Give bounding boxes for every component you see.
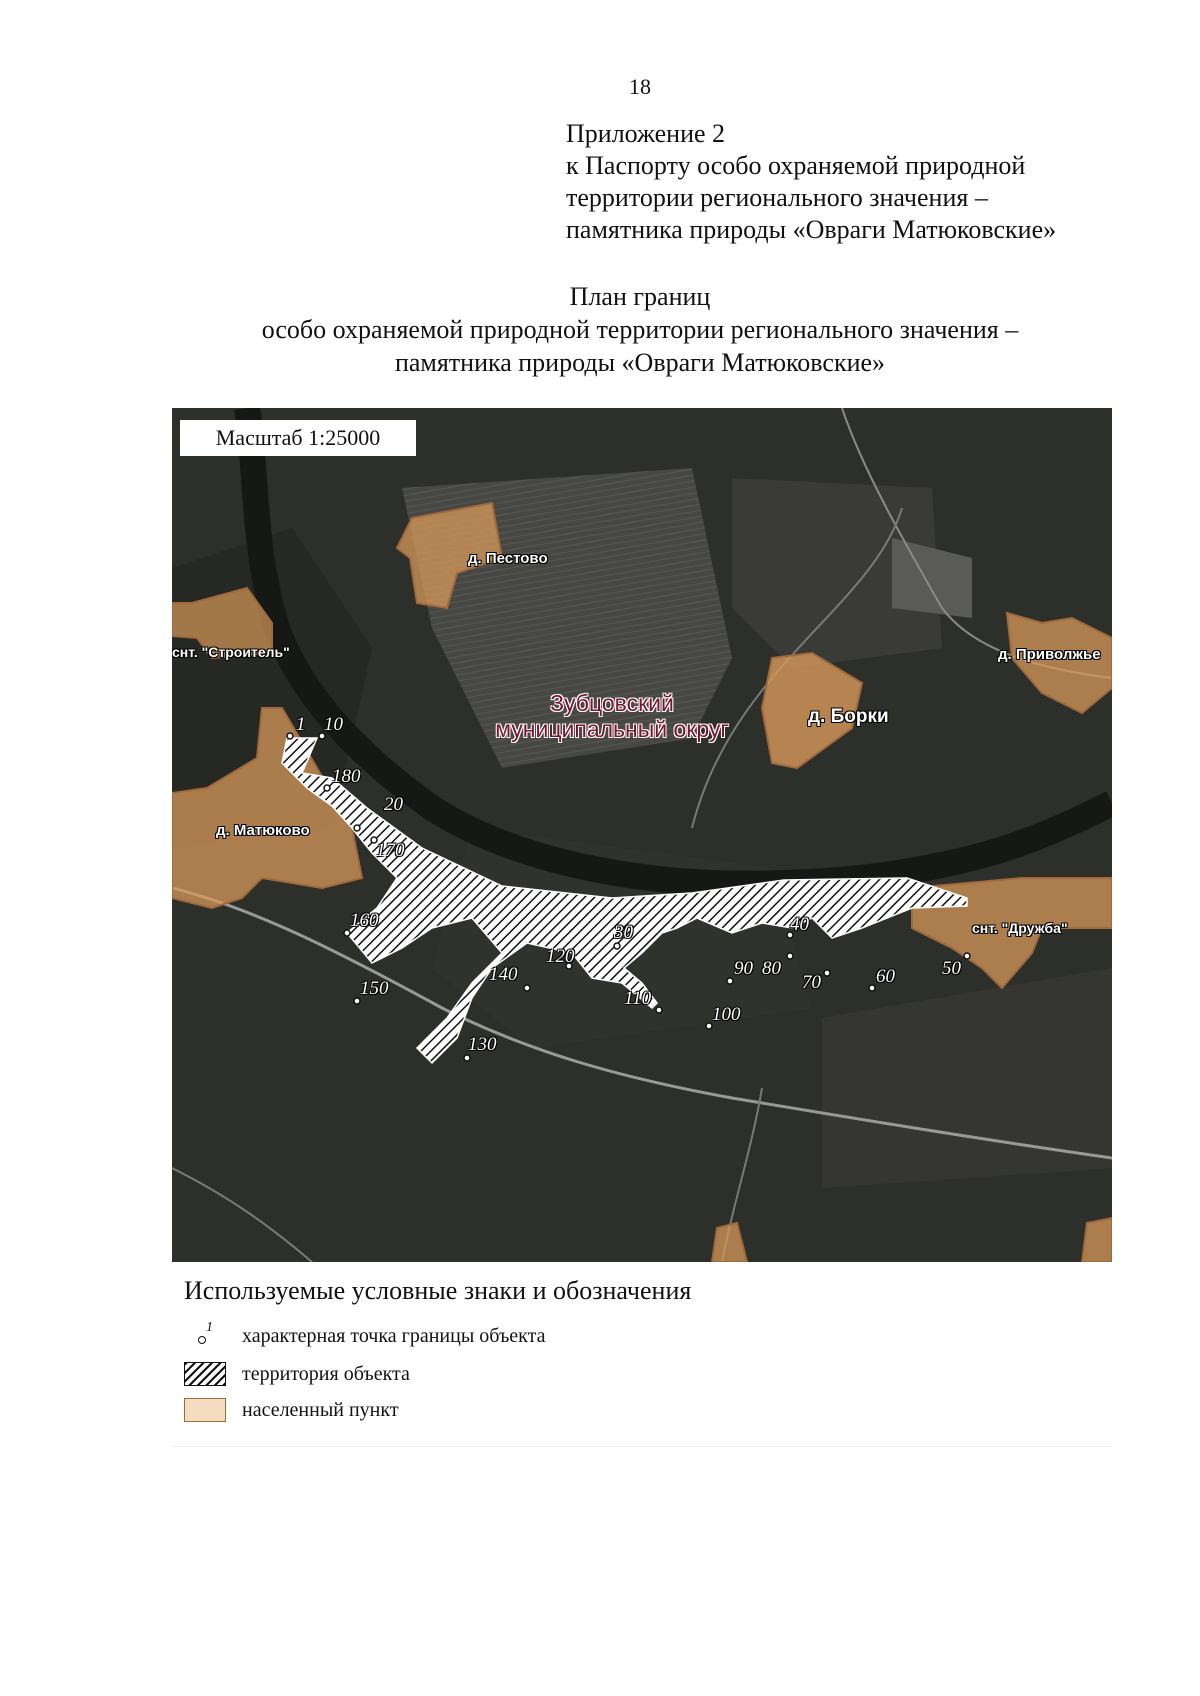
boundary-map xyxy=(172,408,1112,1262)
appendix-line-4: памятника природы «Овраги Матюковские» xyxy=(566,215,1057,244)
appendix-line-3: территории регионального значения – xyxy=(566,183,988,212)
legend-territory xyxy=(184,1360,410,1388)
legend-title: Используемые условные знаки и обозначения xyxy=(184,1276,692,1305)
point-label: 20 xyxy=(384,794,403,815)
satellite-image xyxy=(172,408,1112,1262)
plan-title xyxy=(0,280,1200,379)
point-label: 10 xyxy=(324,714,343,735)
district-line-2: муниципальный округ xyxy=(495,716,729,742)
boundary-point-icon xyxy=(184,1320,226,1348)
plan-title-line-1: План границ xyxy=(569,282,711,311)
point-label: 150 xyxy=(360,978,389,999)
appendix-line-1: Приложение 2 xyxy=(566,119,726,148)
point-label: 160 xyxy=(350,910,379,931)
point-label: 1 xyxy=(296,714,306,735)
legend-point-label: характерная точка границы объекта xyxy=(242,1324,546,1347)
legend-point xyxy=(184,1322,546,1350)
point-label: 120 xyxy=(546,946,575,967)
district-label xyxy=(462,690,762,742)
label-pestovo: д. Пестово xyxy=(468,550,548,567)
point-label: 80 xyxy=(762,958,781,979)
plan-title-line-2: особо охраняемой природной территории регионального значения – xyxy=(261,315,1019,344)
point-label: 110 xyxy=(624,988,652,1009)
point-label: 180 xyxy=(332,766,361,787)
point-label: 60 xyxy=(876,966,895,987)
legend-point-sample: 1 xyxy=(206,1320,213,1335)
page-number: 18 xyxy=(629,74,651,99)
legend-settlement xyxy=(184,1396,399,1424)
settlement-swatch-icon xyxy=(184,1398,226,1422)
label-stroitel: снт. "Строитель" xyxy=(172,644,290,660)
point-label: 40 xyxy=(790,914,809,935)
district-line-1: Зубцовский xyxy=(550,690,674,716)
point-label: 30 xyxy=(614,922,633,943)
label-privolzhye: д. Приволжье xyxy=(998,646,1101,663)
bottom-divider xyxy=(172,1446,1112,1447)
point-label: 170 xyxy=(376,840,405,861)
point-label: 130 xyxy=(468,1034,497,1055)
point-label: 50 xyxy=(942,958,961,979)
appendix-line-2: к Паспорту особо охраняемой природной xyxy=(566,151,1026,180)
label-borki: д. Борки xyxy=(808,706,889,727)
legend-settlement-label: населенный пункт xyxy=(242,1398,399,1421)
point-label: 140 xyxy=(489,964,518,985)
label-druzhba: снт. "Дружба" xyxy=(972,920,1068,936)
point-label: 90 xyxy=(734,958,753,979)
plan-title-line-3: памятника природы «Овраги Матюковские» xyxy=(394,348,886,377)
legend-territory-label: территория объекта xyxy=(242,1362,410,1385)
point-label: 100 xyxy=(712,1004,741,1025)
hatch-swatch-icon xyxy=(184,1362,226,1386)
map-scale: Масштаб 1:25000 xyxy=(180,420,416,456)
point-label: 70 xyxy=(802,972,821,993)
appendix-heading xyxy=(566,118,1056,246)
label-matyukovo: д. Матюково xyxy=(216,822,310,839)
